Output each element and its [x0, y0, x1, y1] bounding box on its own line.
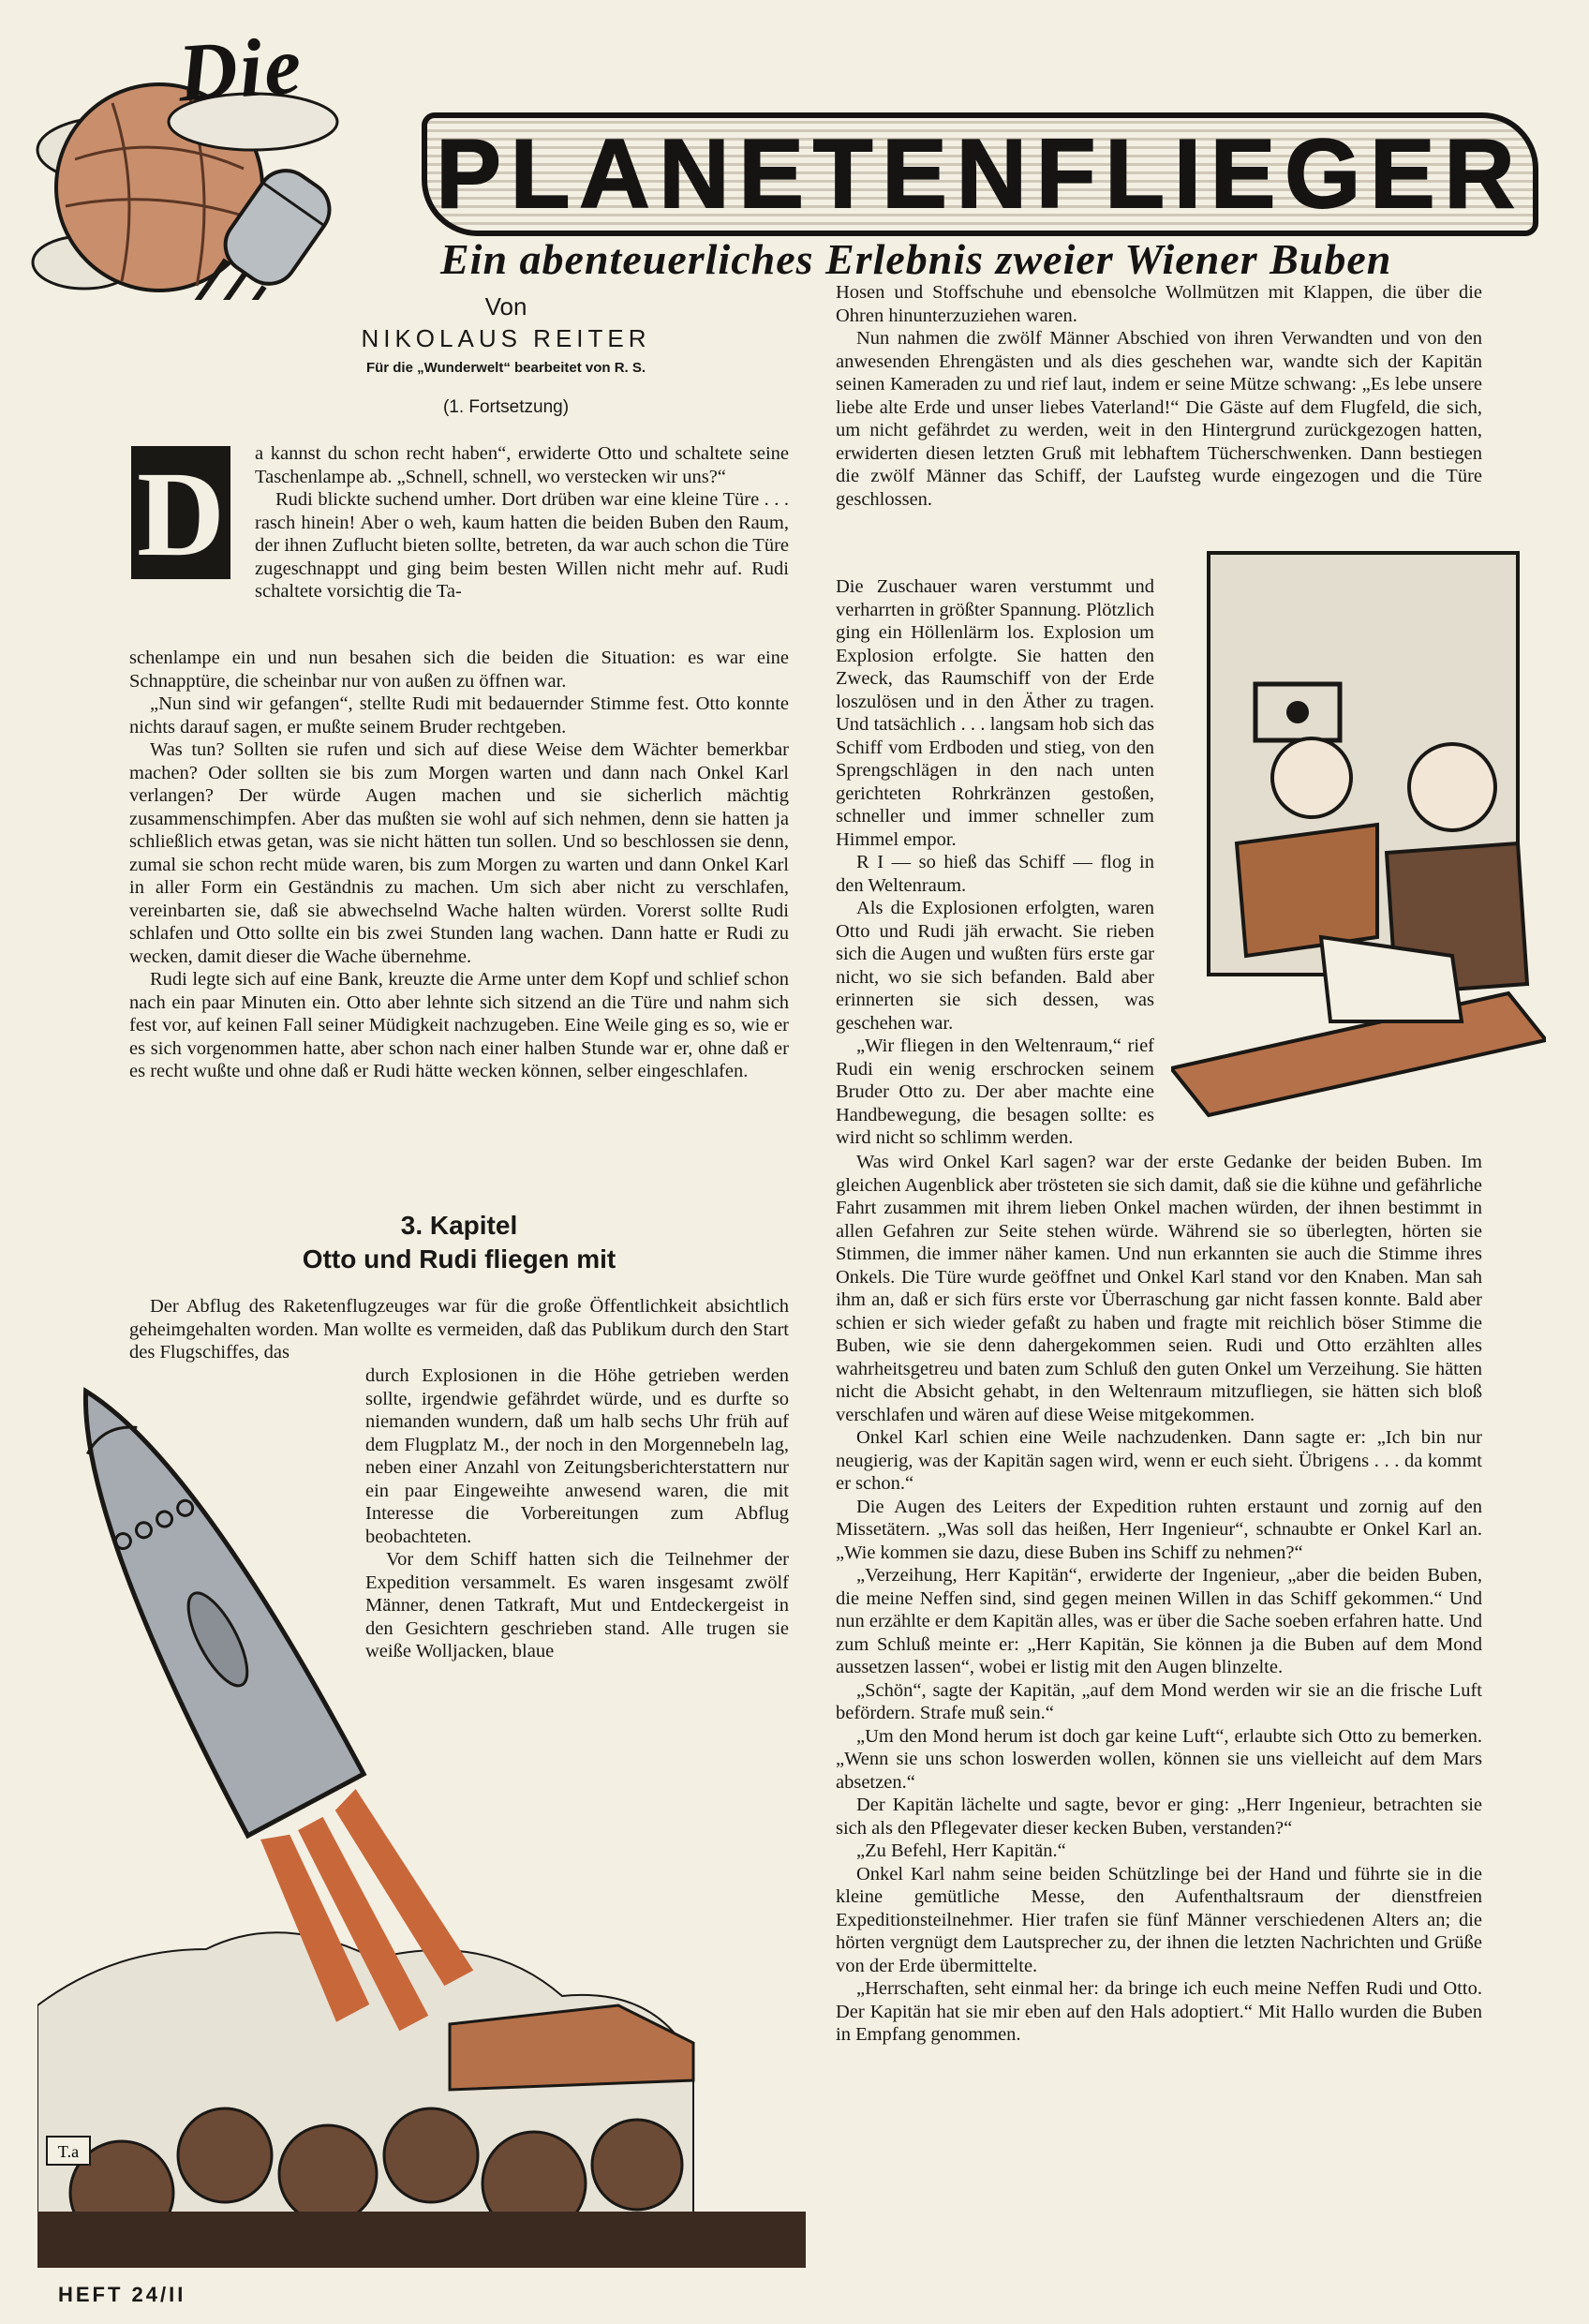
paragraph: „Um den Mond herum ist doch gar keine Luft“, erlaubte sich Otto zu bemerken. „Wenn sie uns schon loswerden wollen, können sie uns vielleicht auf dem Mars absetzen.“: [836, 1725, 1482, 1793]
paragraph: Die Zuschauer waren verstummt und verharrten in größter Spannung. Plötzlich ging ein Höllenlärm los. Explosion um Explosion erfolgte. Sie hatten den Zweck, das Raumschiff von der Erde loszulösen und in den Äther zu tragen. Und tatsächlich . . . langsam hob sich das Schiff vom Erdboden und stieg, von den Sprengschlägen in den nach unten gerichteten Rohrkränzen gestoßen, schneller und immer schneller zum Himmel empor.: [836, 576, 1154, 850]
illustration-signature: T.a: [57, 2142, 80, 2161]
paragraph: Nun nahmen die zwölf Männer Abschied von ihren Verwandten und von den anwesenden Ehrengästen und als dies geschehen war, wandte sich der Kapitän seinen Kameraden zu und rief laut, indem er seine Mütze schwang: „Es lebe unsere liebe alte Erde und unser liebes Vaterland!“ Die Gäste auf dem Flugfeld, die sich, um nicht gefährdet zu werden, weit in den Hintergrund zurückgezogen hatten, erwiderten diesen letzten Gruß mit lebhaftem Tücherschwenken. Dann bestiegen die zwölf Männer das Schiff, der Laufsteg wurde eingezogen und die Türe geschlossen.: [836, 328, 1482, 510]
paragraph: Die Augen des Leiters der Expedition ruhten erstaunt und zornig auf den Missetätern. „Was soll das heißen, Herr Ingenieur“, schnaubte er Onkel Karl an. „Wie kommen sie dazu, diese Buben ins Schiff zu nehmen?“: [836, 1496, 1482, 1563]
title-banner: [422, 112, 1538, 236]
paragraph: Onkel Karl schien eine Weile nachzudenken. Dann sagte er: „Ich bin nur neugierig, was der Kapitän sagen wird, wenn er euch sieht. Übrigens . . . da kommt er schon.“: [836, 1427, 1482, 1494]
dropcap-letter: D: [137, 447, 225, 581]
byline-author: NIKOLAUS REITER: [361, 324, 651, 352]
paragraph: Onkel Karl nahm seine beiden Schützlinge bei der Hand und führte sie in die kleine gemütliche Messe, den Aufenthaltsraum der dienstfreien Expeditionsteilnehmer. Hier trafen sie fünf Männer verschiedenen Alters an; die hörten vergnügt dem Lautsprecher zu, der ihnen die letzten Nachrichten und Grüße von der Erde übermittelte.: [836, 1863, 1482, 1976]
col2-narrow-text: [836, 575, 1154, 1150]
paragraph: „Zu Befehl, Herr Kapitän.“: [856, 1840, 1066, 1861]
paragraph: a kannst du schon recht haben“, erwiderte Otto und schaltete seine Taschenlampe ab. „Schnell, schnell, wo verstecken wir uns?“: [255, 443, 789, 487]
paragraph: Der Kapitän lächelte und sagte, bevor er ging: „Herr Ingenieur, betrachten sie sich als den Pflegevater dieser kecken Buben, verstanden?“: [836, 1795, 1482, 1839]
chapter-heading: [129, 1209, 789, 1276]
paragraph: „Wir fliegen in den Weltenraum,“ rief Rudi ein wenig erschrocken seinem Bruder Otto zu. Der aber machte eine Handbewegung, die besagen sollte: es wird nicht so schlimm werden.: [836, 1035, 1154, 1148]
paragraph: Rudi blickte suchend umher. Dort drüben war eine kleine Türe . . . rasch hinein! Aber o weh, kaum hatten die beiden Buben den Raum, der ihnen Zuflucht bieten sollte, betreten, da war auch schon die Türe zugeschnappt und ging beim besten Willen nicht mehr auf. Rudi schaltete vorsichtig die Ta-: [255, 489, 789, 602]
masthead: [28, 19, 1565, 300]
paragraph: „Herrschaften, seht einmal her: da bringe ich euch meine Neffen Rudi und Otto. Der Kapitän hat sie mir eben auf den Hals adoptiert.“ Mit Hallo wurden die Buben in Empfang genommen.: [836, 1978, 1482, 2045]
issue-footer: HEFT 24/II: [58, 2283, 186, 2306]
title-die: Die: [174, 20, 306, 120]
paragraph: Was wird Onkel Karl sagen? war der erste Gedanke der beiden Buben. Im gleichen Augenblick aber trösteten sie sich damit, daß sie die kühne und gefährliche Fahrt zusammen mit ihrem lieben Onkel machen würden, der ihnen bestimmt in allen Gefahren zur Seite stehen würde. Während sie so überlegten, hörten sie Stimmen, die immer näher kamen. Und nun erkannten sie auch die Stimme ihres Onkels. Die Türe wurde geöffnet und Onkel Karl stand vor den Knaben. Man sah ihm an, daß er sich fürs erste vor Überraschung gar nicht fassen konnte. Bald aber schien er sich wieder gefaßt zu haben und fragte mit reichlich böser Stimme die Buben, wie sie denn dahergekommen seien. Rudi und Otto erzählten alles wahrheitsgetreu und baten zum Schluß den guten Onkel um Verzeihung. Sie hätten nicht die Absicht gehabt, in den Weltenraum mitzufliegen, sie hätten sich bloß verschlafen und wären auf diese Weise mitgekommen.: [836, 1152, 1482, 1425]
byline-credit: Für die „Wunderwelt“ bearbeitet von R. S.: [365, 360, 646, 376]
byline-von: Von: [484, 292, 527, 320]
rocket-launch-illustration: [37, 1349, 806, 2268]
paragraph: Als die Explosionen erfolgten, waren Otto und Rudi jäh erwacht. Sie rieben sich die Augen und wußten fürs erste gar nicht, wo sie sich befanden. Bald aber erinnerten sie sich dessen, was geschehen war.: [836, 898, 1154, 1034]
paragraph: Der Abflug des Raketenflugzeuges war für die große Öffentlichkeit absichtlich geheimgehalten worden. Man wollte es vermeiden, daß das Publikum durch den Start des Flugschiffes, das: [129, 1296, 789, 1363]
paragraph: schenlampe ein und nun besahen sich die beiden die Situation: es war eine Schnapptüre, die scheinbar nur von außen zu öffnen war.: [129, 648, 789, 692]
subtitle: Ein abenteuerliches Erlebnis zweier Wiener Buben: [440, 235, 1392, 283]
col1-top-text: [255, 442, 789, 603]
paragraph: R I — so hieß das Schiff — flog in den Weltenraum.: [836, 852, 1154, 896]
paragraph: „Nun sind wir gefangen“, stellte Rudi mit bedauernder Stimme fest. Otto konnte nichts darauf sagen, er mußte seinem Bruder rechtgeben.: [129, 693, 789, 737]
chapter-number: 3. Kapitel: [400, 1211, 518, 1240]
col2-bottom-text: [836, 1151, 1482, 2047]
paragraph: Vor dem Schiff hatten sich die Teilnehmer der Expedition versammelt. Es waren insgesamt zwölf Männer, denen Tatkraft, Mut und Entdeckergeist in den Gesichtern geschrieben stand. Alle trugen sie weiße Wolljacken, blaue: [365, 1549, 789, 1661]
title-main: PLANETENFLIEGER: [436, 119, 1524, 229]
chapter-title: Otto und Rudi fliegen mit: [302, 1244, 616, 1274]
paragraph: „Verzeihung, Herr Kapitän“, erwiderte der Ingenieur, „aber die beiden Buben, die meine Neffen sind, sind gegen meinen Willen in das Schiff gekommen.“ Und nun erzählte er dem Kapitän alles, was er über die Sache soeben erfahren hatte. Und zum Schluß meinte er: „Herr Kapitän, Sie können ja die Buben auf dem Mond aussetzen lassen“, wobei er listig mit den Augen blinzelte.: [836, 1565, 1482, 1677]
boys-illustration: [1171, 544, 1546, 1143]
paragraph: Rudi legte sich auf eine Bank, kreuzte die Arme unter dem Kopf und schlief schon nach ein paar Minuten ein. Otto aber lehnte sich sitzend an die Türe und nahm sich fest vor, auf keinen Fall seiner Müdigkeit nachzugeben. Eine Weile ging es so, wie er es sich vorgenommen hatte, aber schon nach einer halben Stunde war er, ohne daß er es recht wußte und ohne daß er Rudi hätte wecken können, selber eingeschlafen.: [129, 969, 789, 1081]
dropcap-ornament: [129, 444, 232, 581]
byline-part: (1. Fortsetzung): [442, 397, 570, 417]
col1-main-text: [129, 647, 789, 1083]
paragraph: durch Explosionen in die Höhe getrieben werden sollte, irgendwie gefährdet würde, und es durfte so niemanden wundern, daß um halb sechs Uhr früh auf dem Flugplatz M., der noch in den Morgennebeln lag, neben einer Anzahl von Zeitungsberichterstattern nur ein paar Eingeweihte anwesend waren, die mit Interesse die Vorbereitungen zum Abflug beobachteten.: [365, 1365, 789, 1547]
paragraph: Was tun? Sollten sie rufen und sich auf diese Weise dem Wächter bemerkbar machen? Oder sollten sie bis zum Morgen warten und dann nach Onkel Karl verlangen? Der würde Augen machen und sie sicherlich mächtig zusammenschimpfen. Aber das mußten sie wohl auf sich nehmen, denn sie hatten ja schließlich etwas getan, was sie nicht hätten tun sollen. Und so beschlossen sie denn, zumal sie schon recht müde waren, bis zum Morgen zu warten und dann Onkel Karl in aller Form ein Geständnis zu machen. Um sich aber nicht zu verschlafen, vereinbarten sie, daß sie abwechselnd Wache halten würden. Vorerst sollte Rudi schlafen und Otto sollte ein bis zwei Stunden lang wachen. Dann hatte er Rudi zu wecken, damit dieser die Wache übernehme.: [129, 739, 789, 967]
col2-top-text: [836, 281, 1482, 511]
paragraph: „Schön“, sagte der Kapitän, „auf dem Mond werden wir sie an die frische Luft befördern. Strafe muß sein.“: [836, 1679, 1482, 1723]
paragraph: Hosen und Stoffschuhe und ebensolche Wollmützen mit Klappen, die über die Ohren hinunterzuziehen waren.: [836, 282, 1482, 326]
